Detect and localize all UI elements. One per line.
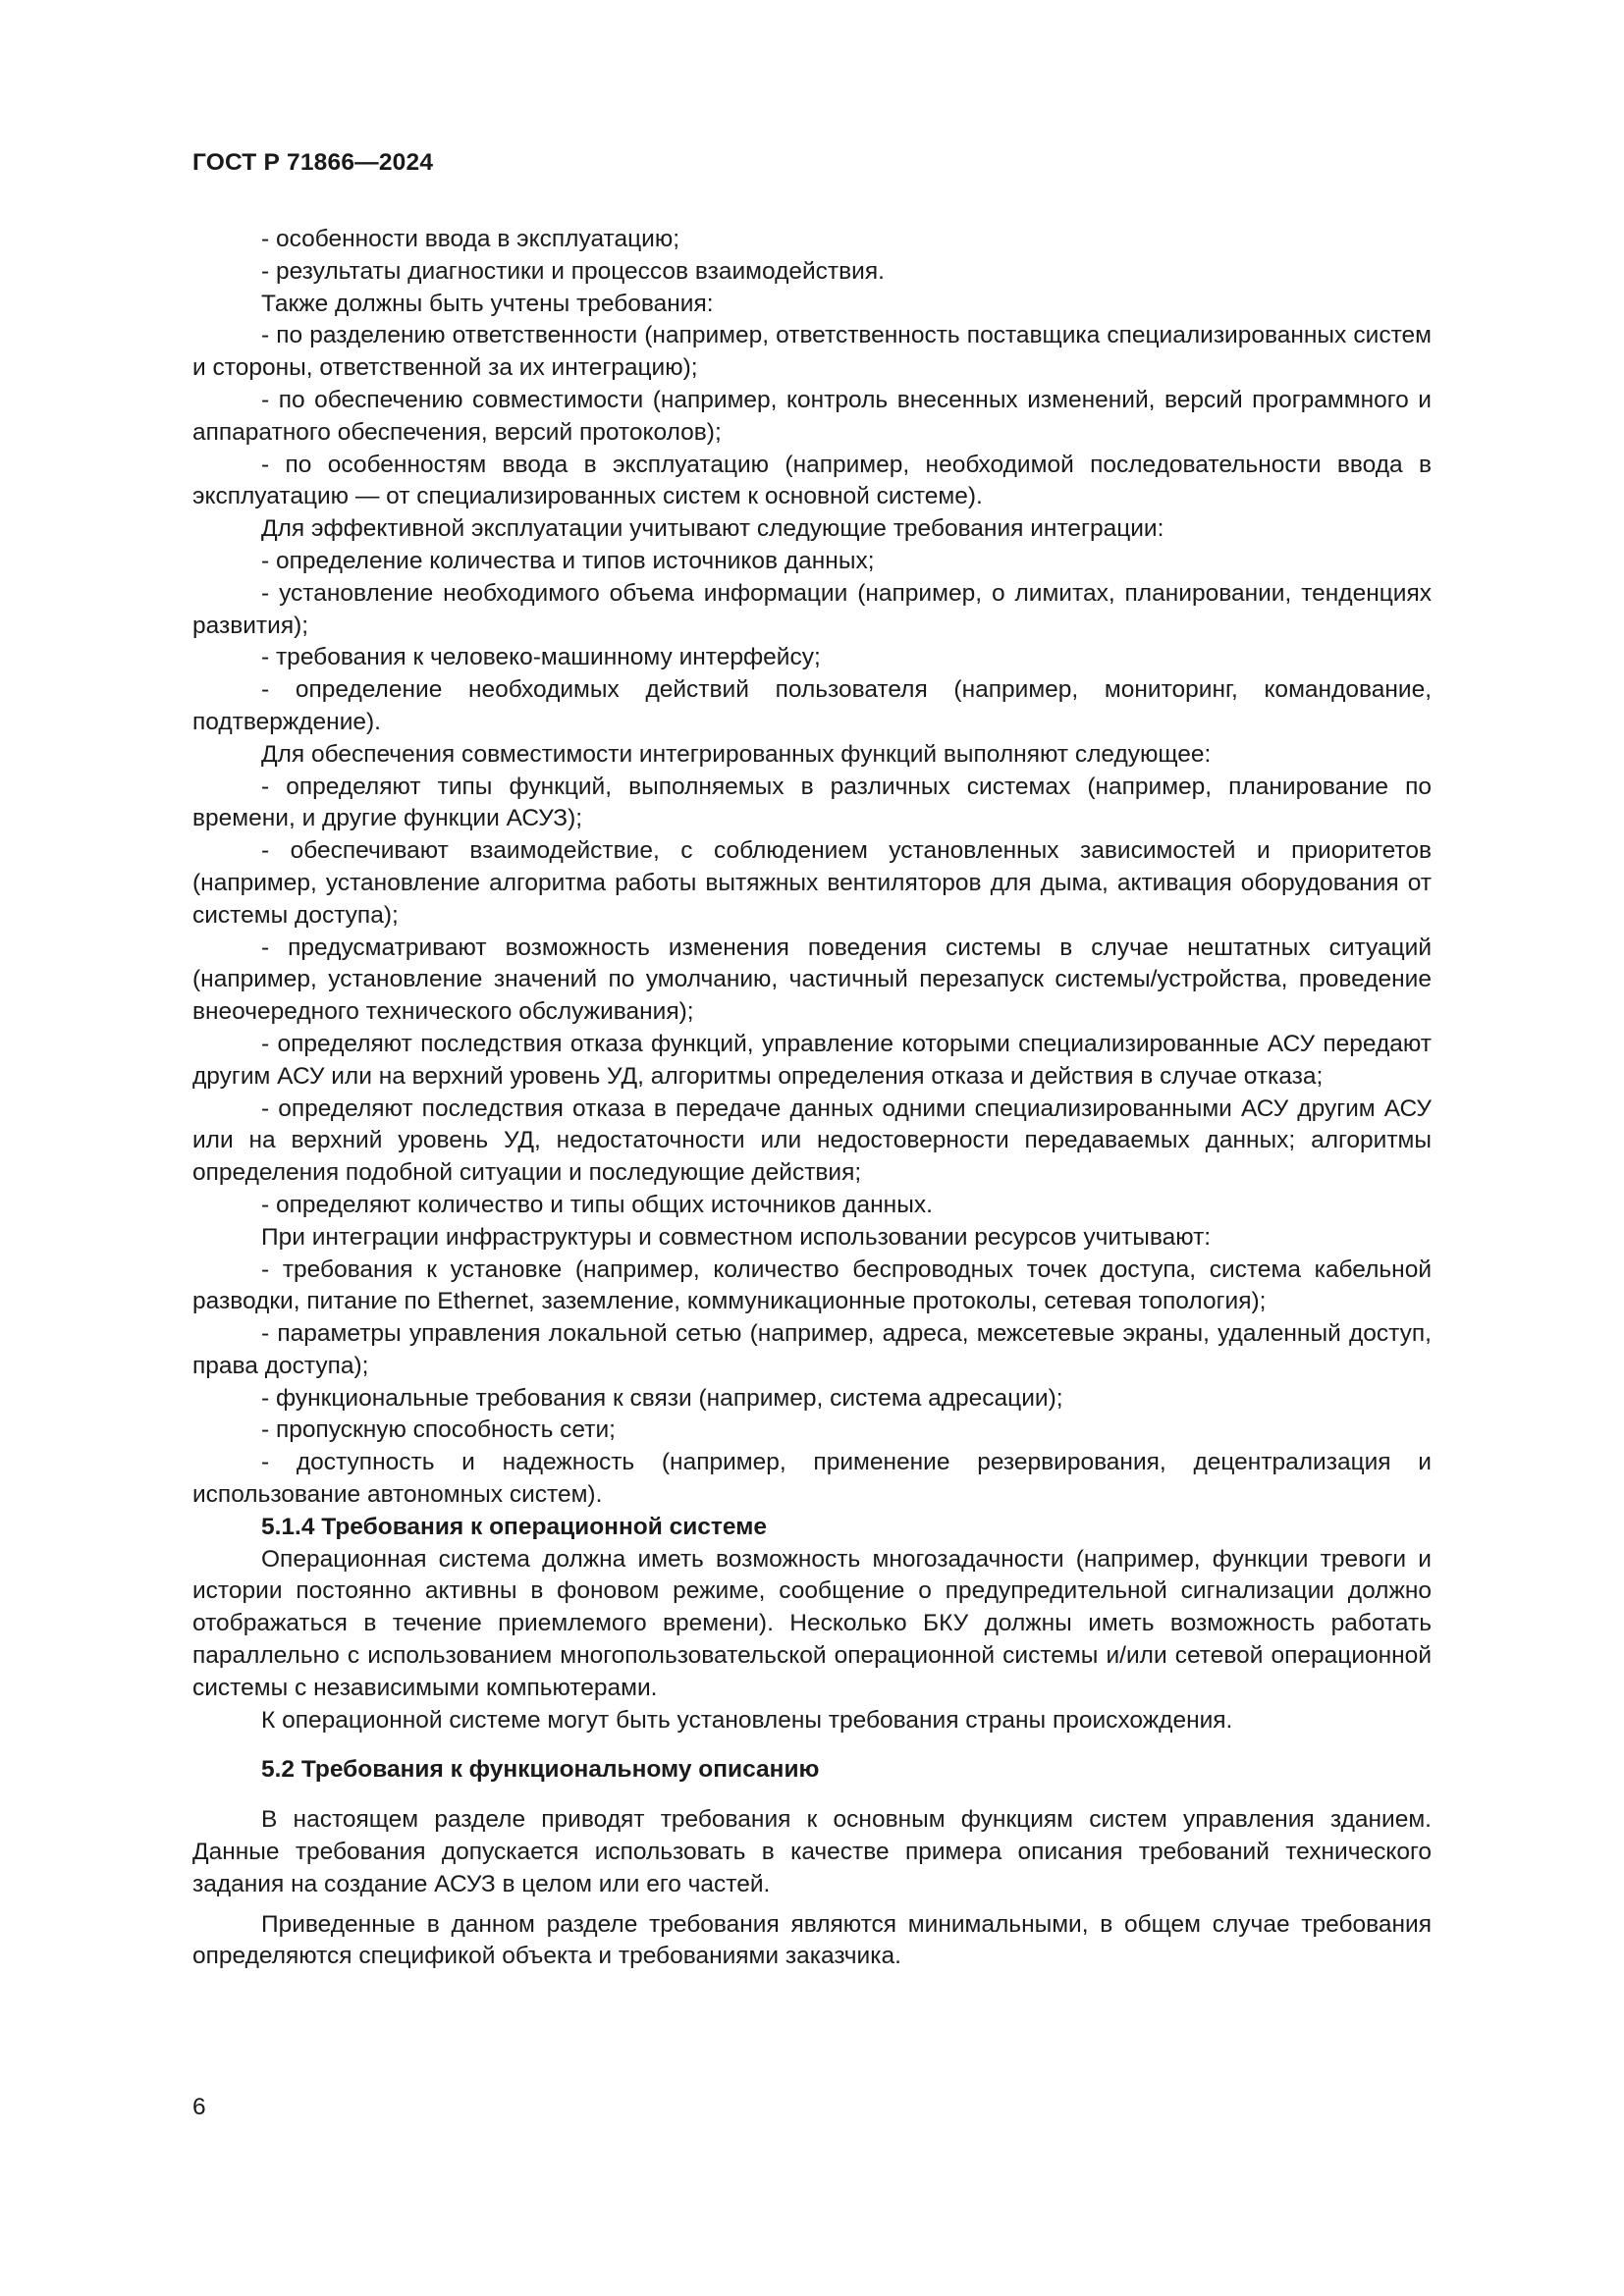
list-item: - по особенностям ввода в эксплуатацию (например, необходимой последовательности ввода в эксплуатацию — от специализированных систем к основной системе). [192,451,1432,510]
list-item: - определение количества и типов источников данных; [261,547,875,574]
page-body [192,224,1432,1973]
list-item: - по обеспечению совместимости (например, контроль внесенных изменений, версий программного и аппаратного обеспечения, версий протоколов); [192,386,1432,446]
list-item: - определяют последствия отказа в передаче данных одними специализированными АСУ другим АСУ или на верхний уровень УД, недостаточности или недостоверности передаваемых данных; алгоритмы определения подобной ситуации и последующие действия; [192,1095,1432,1187]
paragraph: Для обеспечения совместимости интегрированных функций выполняют следующее: [261,740,1212,768]
list-item: - пропускную способность сети; [261,1416,616,1444]
list-item: - требования к установке (например, количество беспроводных точек доступа, система кабельной разводки, питание по Ethernet, заземление, коммуникационные протоколы, сетевая топология); [192,1255,1432,1315]
list-item: - доступность и надежность (например, применение резервирования, децентрализация и использование автономных систем). [192,1449,1432,1509]
paragraph: Для эффективной эксплуатации учитывают следующие требования интеграции: [261,515,1164,543]
section-heading-5-2: 5.2 Требования к функциональному описанию [261,1756,820,1784]
list-item: - определяют последствия отказа функций, управление которыми специализированные АСУ передают другим АСУ или на верхний уровень УД, алгоритмы определения отказа и действия в случае отказа; [192,1030,1432,1090]
paragraph: При интеграции инфраструктуры и совместном использовании ресурсов учитывают: [261,1223,1212,1251]
list-item: - параметры управления локальной сетью (например, адреса, межсетевые экраны, удаленный доступ, права доступа); [192,1320,1432,1379]
list-item: - результаты диагностики и процессов взаимодействия. [261,257,885,285]
list-item: - предусматривают возможность изменения поведения системы в случае нештатных ситуаций (например, установление значений по умолчанию, частичный перезапуск системы/устройства, проведение внеочередного технического обслуживания); [192,934,1432,1026]
list-item: - определяют количество и типы общих источников данных. [261,1191,933,1218]
document-code-header: ГОСТ Р 71866—2024 [192,149,434,176]
paragraph: Также должны быть учтены требования: [261,290,714,317]
list-item: - особенности ввода в эксплуатацию; [261,226,680,252]
paragraph: В настоящем разделе приводят требования к основным функциям систем управления зданием. Данные требования допускается использовать в качестве примера описания требований технического задания на создание АСУЗ в целом или его частей. [192,1806,1432,1897]
list-item: - по разделению ответственности (например, ответственность поставщика специализированных систем и стороны, ответственной за их интеграцию); [192,322,1432,382]
list-item: - обеспечивают взаимодействие, с соблюдением установленных зависимостей и приоритетов (например, установление алгоритма работы вытяжных вентиляторов для дыма, активация оборудования от системы доступа); [192,837,1432,929]
list-item: - требования к человеко-машинному интерфейсу; [261,644,821,671]
list-item: - установление необходимого объема информации (например, о лимитах, планировании, тенденциях развития); [192,579,1432,639]
list-item: - определение необходимых действий пользователя (например, мониторинг, командование, подтверждение). [192,676,1432,735]
paragraph: Операционная система должна иметь возможность многозадачности (например, функции тревоги и истории постоянно активны в фоновом режиме, сообщение о предупредительной сигнализации должно отображаться в течение приемлемого времени). Несколько БКУ должны иметь возможность работать параллельно с использованием многопользовательской операционной системы и/или сетевой операционной системы с независимыми компьютерами. [192,1545,1432,1701]
page-number: 6 [192,2094,206,2120]
list-item: - определяют типы функций, выполняемых в различных системах (например, планирование по времени, и другие функции АСУЗ); [192,773,1432,832]
section-heading-5-1-4: 5.1.4 Требования к операционной системе [261,1513,767,1540]
list-item: - функциональные требования к связи (например, система адресации); [261,1384,1063,1412]
paragraph: Приведенные в данном разделе требования являются минимальными, в общем случае требования определяются спецификой объекта и требованиями заказчика. [192,1910,1432,1970]
paragraph: К операционной системе могут быть установлены требования страны происхождения. [261,1706,1233,1734]
